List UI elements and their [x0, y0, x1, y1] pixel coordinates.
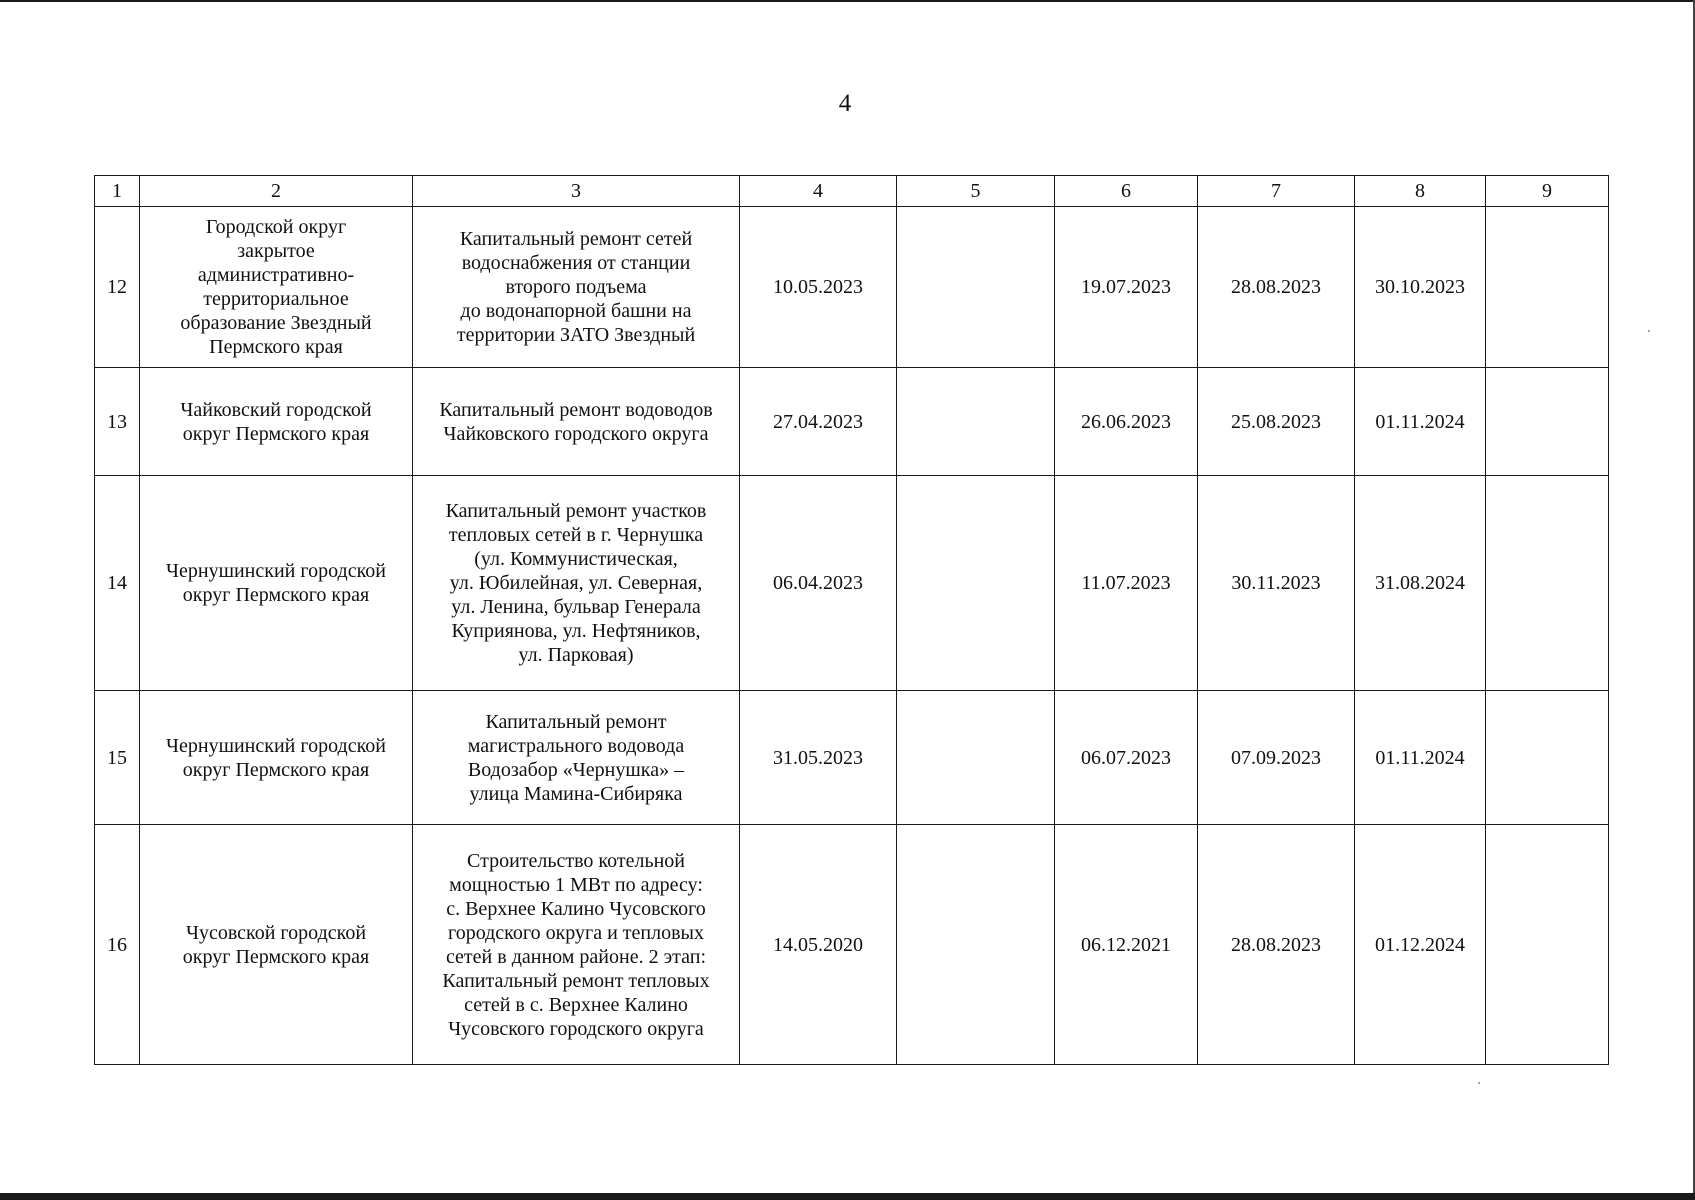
date-cell-col8: 01.11.2024	[1355, 368, 1486, 476]
table-row	[95, 207, 1609, 368]
table-row	[95, 368, 1609, 476]
date-cell-col7: 25.08.2023	[1198, 368, 1355, 476]
date-cell-col4: 31.05.2023	[740, 691, 897, 825]
page-number: 4	[838, 90, 852, 117]
table-row	[95, 476, 1609, 691]
municipality-cell: Чернушинский городской округ Пермского края	[140, 691, 413, 825]
municipality-cell: Чусовской городской округ Пермского края	[140, 825, 413, 1065]
object-cell: Строительство котельной мощностью 1 МВт по адресу: с. Верхнее Калино Чусовского городского округа и тепловых сетей в данном районе. 2 этап: Капитальный ремонт тепловых сетей в с. Верхнее Калино Чусовского городского округа	[413, 825, 740, 1065]
row-number: 16	[95, 825, 140, 1065]
empty-cell-col9	[1486, 368, 1609, 476]
date-cell-col8: 01.11.2024	[1355, 691, 1486, 825]
empty-cell-col5	[897, 476, 1055, 691]
column-header: 9	[1486, 176, 1609, 207]
object-cell: Капитальный ремонт магистрального водовода Водозабор «Чернушка» – улица Мамина-Сибиряка	[413, 691, 740, 825]
row-number: 12	[95, 207, 140, 368]
municipality-cell: Городской округ закрытое административно- территориальное образование Звездный Пермского края	[140, 207, 413, 368]
date-cell-col7: 28.08.2023	[1198, 825, 1355, 1065]
date-cell-col4: 14.05.2020	[740, 825, 897, 1065]
date-cell-col6: 11.07.2023	[1055, 476, 1198, 691]
date-cell-col4: 27.04.2023	[740, 368, 897, 476]
empty-cell-col9	[1486, 476, 1609, 691]
date-cell-col4: 06.04.2023	[740, 476, 897, 691]
column-header: 7	[1198, 176, 1355, 207]
object-cell: Капитальный ремонт водоводов Чайковского городского округа	[413, 368, 740, 476]
table-row	[95, 825, 1609, 1065]
empty-cell-col9	[1486, 691, 1609, 825]
date-cell-col6: 06.12.2021	[1055, 825, 1198, 1065]
row-number: 13	[95, 368, 140, 476]
scan-border-top	[0, 0, 1695, 2]
municipality-cell: Чернушинский городской округ Пермского края	[140, 476, 413, 691]
date-cell-col6: 19.07.2023	[1055, 207, 1198, 368]
date-cell-col7: 28.08.2023	[1198, 207, 1355, 368]
scan-speck	[1478, 1082, 1480, 1084]
date-cell-col7: 07.09.2023	[1198, 691, 1355, 825]
row-number: 15	[95, 691, 140, 825]
column-header: 3	[413, 176, 740, 207]
object-cell: Капитальный ремонт сетей водоснабжения от станции второго подъема до водонапорной башни на территории ЗАТО Звездный	[413, 207, 740, 368]
date-cell-col8: 01.12.2024	[1355, 825, 1486, 1065]
scan-speck	[1648, 330, 1650, 332]
date-cell-col4: 10.05.2023	[740, 207, 897, 368]
empty-cell-col5	[897, 368, 1055, 476]
municipality-cell: Чайковский городской округ Пермского края	[140, 368, 413, 476]
column-header: 4	[740, 176, 897, 207]
column-header: 8	[1355, 176, 1486, 207]
table-header-row	[95, 176, 1609, 207]
column-header: 2	[140, 176, 413, 207]
date-cell-col6: 26.06.2023	[1055, 368, 1198, 476]
empty-cell-col9	[1486, 825, 1609, 1065]
column-header: 6	[1055, 176, 1198, 207]
date-cell-col6: 06.07.2023	[1055, 691, 1198, 825]
date-cell-col8: 31.08.2024	[1355, 476, 1486, 691]
empty-cell-col9	[1486, 207, 1609, 368]
empty-cell-col5	[897, 207, 1055, 368]
date-cell-col8: 30.10.2023	[1355, 207, 1486, 368]
schedule-table	[94, 175, 1609, 1065]
scan-border-bottom	[0, 1193, 1695, 1200]
column-header: 1	[95, 176, 140, 207]
object-cell: Капитальный ремонт участков тепловых сетей в г. Чернушка (ул. Коммунистическая, ул. Юбилейная, ул. Северная, ул. Ленина, бульвар Генерала Куприянова, ул. Нефтяников, ул. Парковая)	[413, 476, 740, 691]
empty-cell-col5	[897, 691, 1055, 825]
row-number: 14	[95, 476, 140, 691]
column-header: 5	[897, 176, 1055, 207]
empty-cell-col5	[897, 825, 1055, 1065]
date-cell-col7: 30.11.2023	[1198, 476, 1355, 691]
table-row	[95, 691, 1609, 825]
